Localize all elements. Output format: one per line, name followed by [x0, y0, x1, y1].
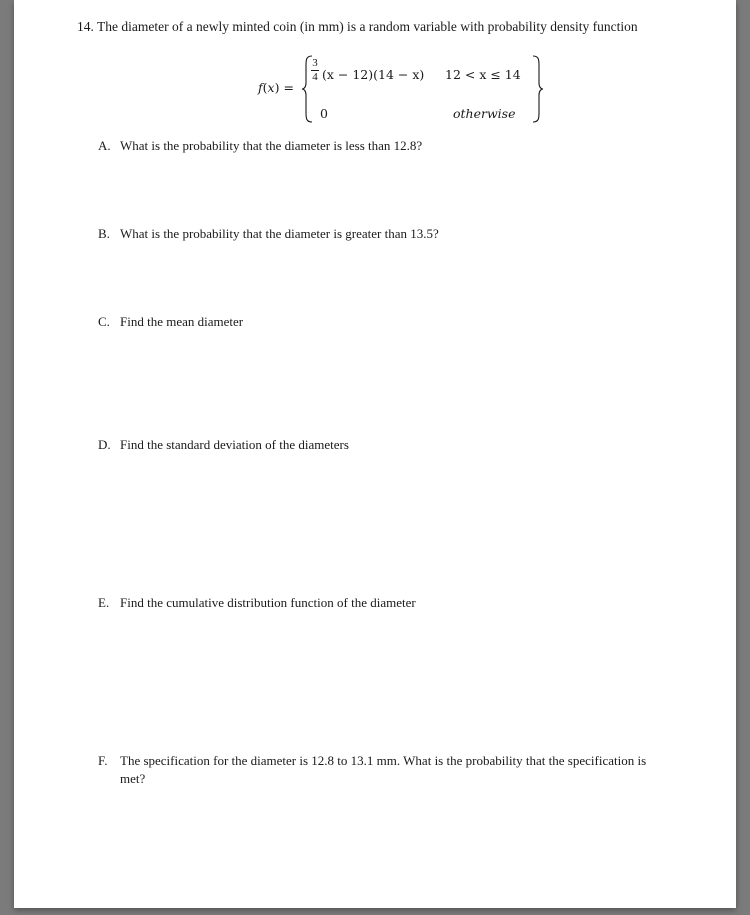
document-page	[14, 0, 736, 908]
case1-condition: 12 < x ≤ 14	[445, 67, 521, 82]
question-d	[98, 436, 349, 454]
question-c-text: Find the mean diameter	[120, 314, 244, 329]
fraction-denominator: 4	[312, 71, 318, 83]
question-f-letter: F.	[98, 753, 108, 768]
problem-number: 14.	[77, 19, 94, 34]
case2-condition: otherwise	[453, 106, 516, 121]
fraction-numerator: 3	[312, 57, 318, 69]
question-b	[98, 225, 439, 243]
question-b-text: What is the probability that the diameter is greater than 13.5?	[120, 226, 439, 241]
question-e-letter: E.	[98, 595, 110, 610]
right-brace	[530, 54, 544, 124]
problem-text: The diameter of a newly minted coin (in mm) is a random variable with probability density function	[97, 19, 638, 34]
question-e-text: Find the cumulative distribution function of the diameter	[120, 595, 416, 610]
fraction-three-quarters	[311, 58, 319, 83]
question-d-text: Find the standard deviation of the diameters	[120, 437, 349, 452]
question-b-letter: B.	[98, 226, 110, 241]
case1-expression: (x − 12)(14 − x)	[322, 67, 425, 82]
question-f	[98, 752, 698, 788]
question-c	[98, 313, 243, 331]
question-a	[98, 137, 422, 155]
question-a-text: What is the probability that the diameter is less than 12.8?	[120, 138, 423, 153]
question-f-text-line2: met?	[120, 771, 146, 786]
formula-lhs: f(x) =	[258, 80, 294, 95]
question-f-text-line1: The specification for the diameter is 12.8 to 13.1 mm. What is the probability that the specification is	[120, 753, 647, 768]
case2-value: 0	[320, 106, 328, 121]
pdf-formula	[14, 0, 736, 130]
question-d-letter: D.	[98, 437, 111, 452]
question-a-letter: A.	[98, 138, 111, 153]
question-e	[98, 594, 416, 612]
question-c-letter: C.	[98, 314, 110, 329]
